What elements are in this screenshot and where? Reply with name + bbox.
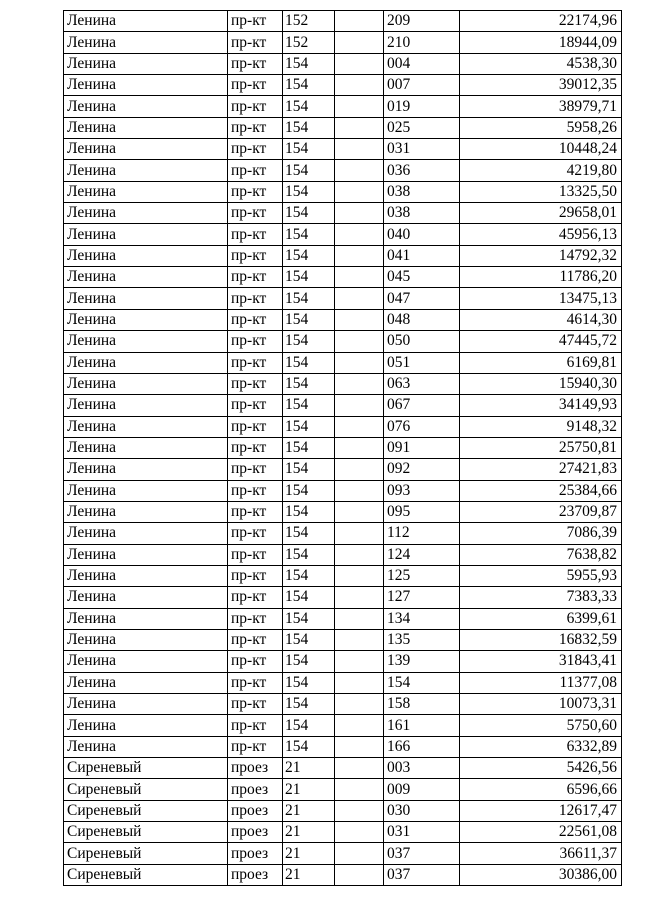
street-type-cell: пр-кт [228, 651, 283, 672]
apartment-cell: 003 [384, 758, 460, 779]
building-cell [335, 96, 384, 117]
street-type-cell: проез [228, 843, 283, 864]
table-row [64, 96, 622, 117]
building-cell [335, 651, 384, 672]
building-cell [335, 736, 384, 757]
house-number-cell: 154 [283, 480, 335, 501]
apartment-cell: 158 [384, 694, 460, 715]
street-type-cell: проез [228, 779, 283, 800]
table-row [64, 587, 622, 608]
street-type-cell: пр-кт [228, 160, 283, 181]
street-cell: Ленина [64, 267, 228, 288]
table-row [64, 800, 622, 821]
apartment-cell: 038 [384, 203, 460, 224]
street-cell: Ленина [64, 331, 228, 352]
building-cell [335, 224, 384, 245]
street-cell: Ленина [64, 544, 228, 565]
house-number-cell: 154 [283, 309, 335, 330]
amount-cell: 45956,13 [460, 224, 622, 245]
building-cell [335, 501, 384, 522]
house-number-cell: 154 [283, 459, 335, 480]
amount-cell: 6399,61 [460, 608, 622, 629]
street-cell: Сиреневый [64, 800, 228, 821]
apartment-cell: 135 [384, 629, 460, 650]
building-cell [335, 288, 384, 309]
table-row [64, 822, 622, 843]
street-cell: Ленина [64, 416, 228, 437]
house-number-cell: 154 [283, 501, 335, 522]
apartment-cell: 047 [384, 288, 460, 309]
amount-cell: 39012,35 [460, 75, 622, 96]
building-cell [335, 523, 384, 544]
apartment-cell: 127 [384, 587, 460, 608]
building-cell [335, 437, 384, 458]
table-row [64, 416, 622, 437]
house-number-cell: 154 [283, 245, 335, 266]
house-number-cell: 154 [283, 395, 335, 416]
street-cell: Сиреневый [64, 843, 228, 864]
amount-cell: 5958,26 [460, 117, 622, 138]
table-row [64, 459, 622, 480]
street-cell: Ленина [64, 629, 228, 650]
apartment-cell: 093 [384, 480, 460, 501]
table-row [64, 779, 622, 800]
street-type-cell: пр-кт [228, 480, 283, 501]
debt-table [63, 10, 622, 886]
house-number-cell: 154 [283, 117, 335, 138]
amount-cell: 47445,72 [460, 331, 622, 352]
street-cell: Ленина [64, 694, 228, 715]
apartment-cell: 045 [384, 267, 460, 288]
amount-cell: 29658,01 [460, 203, 622, 224]
amount-cell: 13325,50 [460, 181, 622, 202]
street-cell: Ленина [64, 672, 228, 693]
apartment-cell: 210 [384, 32, 460, 53]
apartment-cell: 209 [384, 11, 460, 32]
amount-cell: 18944,09 [460, 32, 622, 53]
apartment-cell: 139 [384, 651, 460, 672]
building-cell [335, 139, 384, 160]
amount-cell: 4538,30 [460, 53, 622, 74]
street-type-cell: пр-кт [228, 565, 283, 586]
house-number-cell: 154 [283, 160, 335, 181]
amount-cell: 38979,71 [460, 96, 622, 117]
street-type-cell: пр-кт [228, 501, 283, 522]
building-cell [335, 864, 384, 885]
apartment-cell: 037 [384, 864, 460, 885]
street-type-cell: пр-кт [228, 437, 283, 458]
building-cell [335, 53, 384, 74]
street-type-cell: пр-кт [228, 694, 283, 715]
building-cell [335, 331, 384, 352]
street-type-cell: проез [228, 800, 283, 821]
apartment-cell: 050 [384, 331, 460, 352]
street-cell: Ленина [64, 245, 228, 266]
apartment-cell: 112 [384, 523, 460, 544]
building-cell [335, 160, 384, 181]
street-type-cell: пр-кт [228, 587, 283, 608]
street-type-cell: пр-кт [228, 267, 283, 288]
street-type-cell: пр-кт [228, 629, 283, 650]
building-cell [335, 373, 384, 394]
house-number-cell: 154 [283, 139, 335, 160]
street-type-cell: пр-кт [228, 139, 283, 160]
street-cell: Сиреневый [64, 864, 228, 885]
building-cell [335, 587, 384, 608]
apartment-cell: 031 [384, 822, 460, 843]
house-number-cell: 154 [283, 565, 335, 586]
street-cell: Ленина [64, 437, 228, 458]
apartment-cell: 004 [384, 53, 460, 74]
house-number-cell: 21 [283, 800, 335, 821]
building-cell [335, 181, 384, 202]
table-row [64, 758, 622, 779]
apartment-cell: 134 [384, 608, 460, 629]
house-number-cell: 21 [283, 843, 335, 864]
house-number-cell: 154 [283, 651, 335, 672]
building-cell [335, 309, 384, 330]
amount-cell: 5426,56 [460, 758, 622, 779]
building-cell [335, 11, 384, 32]
street-cell: Ленина [64, 608, 228, 629]
house-number-cell: 154 [283, 331, 335, 352]
table-row [64, 11, 622, 32]
table-row [64, 245, 622, 266]
building-cell [335, 822, 384, 843]
table-row [64, 224, 622, 245]
street-type-cell: пр-кт [228, 352, 283, 373]
street-cell: Ленина [64, 352, 228, 373]
street-type-cell: пр-кт [228, 395, 283, 416]
table-row [64, 203, 622, 224]
amount-cell: 10073,31 [460, 694, 622, 715]
street-cell: Ленина [64, 715, 228, 736]
table-row [64, 395, 622, 416]
street-type-cell: пр-кт [228, 331, 283, 352]
amount-cell: 7638,82 [460, 544, 622, 565]
debt-table-container [63, 10, 622, 886]
table-row [64, 181, 622, 202]
street-type-cell: пр-кт [228, 523, 283, 544]
street-cell: Ленина [64, 288, 228, 309]
street-type-cell: пр-кт [228, 53, 283, 74]
amount-cell: 6596,66 [460, 779, 622, 800]
building-cell [335, 32, 384, 53]
street-type-cell: пр-кт [228, 224, 283, 245]
building-cell [335, 245, 384, 266]
street-cell: Ленина [64, 480, 228, 501]
house-number-cell: 154 [283, 224, 335, 245]
table-row [64, 694, 622, 715]
street-cell: Ленина [64, 96, 228, 117]
amount-cell: 36611,37 [460, 843, 622, 864]
building-cell [335, 608, 384, 629]
street-type-cell: пр-кт [228, 608, 283, 629]
street-cell: Сиреневый [64, 758, 228, 779]
house-number-cell: 154 [283, 181, 335, 202]
apartment-cell: 031 [384, 139, 460, 160]
street-type-cell: пр-кт [228, 117, 283, 138]
street-cell: Ленина [64, 203, 228, 224]
house-number-cell: 154 [283, 694, 335, 715]
table-row [64, 437, 622, 458]
house-number-cell: 21 [283, 822, 335, 843]
apartment-cell: 154 [384, 672, 460, 693]
apartment-cell: 125 [384, 565, 460, 586]
house-number-cell: 154 [283, 629, 335, 650]
apartment-cell: 037 [384, 843, 460, 864]
house-number-cell: 154 [283, 203, 335, 224]
street-cell: Ленина [64, 523, 228, 544]
house-number-cell: 154 [283, 715, 335, 736]
house-number-cell: 154 [283, 587, 335, 608]
street-cell: Ленина [64, 11, 228, 32]
table-row [64, 651, 622, 672]
street-type-cell: пр-кт [228, 309, 283, 330]
street-cell: Ленина [64, 309, 228, 330]
street-cell: Ленина [64, 181, 228, 202]
amount-cell: 10448,24 [460, 139, 622, 160]
house-number-cell: 154 [283, 437, 335, 458]
table-row [64, 53, 622, 74]
table-row [64, 288, 622, 309]
building-cell [335, 416, 384, 437]
house-number-cell: 154 [283, 416, 335, 437]
house-number-cell: 154 [283, 523, 335, 544]
house-number-cell: 154 [283, 96, 335, 117]
table-row [64, 843, 622, 864]
apartment-cell: 161 [384, 715, 460, 736]
street-cell: Ленина [64, 736, 228, 757]
amount-cell: 6169,81 [460, 352, 622, 373]
apartment-cell: 036 [384, 160, 460, 181]
table-row [64, 544, 622, 565]
building-cell [335, 459, 384, 480]
amount-cell: 12617,47 [460, 800, 622, 821]
house-number-cell: 21 [283, 864, 335, 885]
street-type-cell: проез [228, 822, 283, 843]
amount-cell: 7383,33 [460, 587, 622, 608]
table-row [64, 160, 622, 181]
table-row [64, 672, 622, 693]
house-number-cell: 154 [283, 53, 335, 74]
street-cell: Ленина [64, 224, 228, 245]
street-cell: Сиреневый [64, 822, 228, 843]
amount-cell: 25384,66 [460, 480, 622, 501]
table-row [64, 608, 622, 629]
amount-cell: 22174,96 [460, 11, 622, 32]
apartment-cell: 124 [384, 544, 460, 565]
amount-cell: 31843,41 [460, 651, 622, 672]
amount-cell: 30386,00 [460, 864, 622, 885]
house-number-cell: 21 [283, 758, 335, 779]
table-row [64, 864, 622, 885]
house-number-cell: 152 [283, 32, 335, 53]
amount-cell: 27421,83 [460, 459, 622, 480]
table-row [64, 331, 622, 352]
street-cell: Ленина [64, 459, 228, 480]
house-number-cell: 154 [283, 672, 335, 693]
street-type-cell: пр-кт [228, 245, 283, 266]
apartment-cell: 041 [384, 245, 460, 266]
house-number-cell: 152 [283, 11, 335, 32]
house-number-cell: 154 [283, 373, 335, 394]
table-row [64, 523, 622, 544]
house-number-cell: 154 [283, 288, 335, 309]
street-cell: Ленина [64, 75, 228, 96]
table-row [64, 373, 622, 394]
amount-cell: 34149,93 [460, 395, 622, 416]
apartment-cell: 040 [384, 224, 460, 245]
building-cell [335, 843, 384, 864]
amount-cell: 22561,08 [460, 822, 622, 843]
amount-cell: 25750,81 [460, 437, 622, 458]
house-number-cell: 154 [283, 608, 335, 629]
apartment-cell: 009 [384, 779, 460, 800]
building-cell [335, 758, 384, 779]
street-type-cell: пр-кт [228, 11, 283, 32]
apartment-cell: 091 [384, 437, 460, 458]
building-cell [335, 480, 384, 501]
house-number-cell: 21 [283, 779, 335, 800]
street-type-cell: проез [228, 758, 283, 779]
apartment-cell: 048 [384, 309, 460, 330]
street-cell: Ленина [64, 32, 228, 53]
amount-cell: 16832,59 [460, 629, 622, 650]
building-cell [335, 75, 384, 96]
street-cell: Сиреневый [64, 779, 228, 800]
table-row [64, 352, 622, 373]
building-cell [335, 565, 384, 586]
house-number-cell: 154 [283, 267, 335, 288]
house-number-cell: 154 [283, 736, 335, 757]
building-cell [335, 203, 384, 224]
street-type-cell: пр-кт [228, 32, 283, 53]
street-cell: Ленина [64, 587, 228, 608]
apartment-cell: 051 [384, 352, 460, 373]
street-type-cell: пр-кт [228, 416, 283, 437]
building-cell [335, 544, 384, 565]
table-row [64, 75, 622, 96]
amount-cell: 9148,32 [460, 416, 622, 437]
amount-cell: 4219,80 [460, 160, 622, 181]
house-number-cell: 154 [283, 544, 335, 565]
building-cell [335, 395, 384, 416]
street-type-cell: пр-кт [228, 96, 283, 117]
street-cell: Ленина [64, 139, 228, 160]
building-cell [335, 715, 384, 736]
building-cell [335, 267, 384, 288]
street-type-cell: пр-кт [228, 544, 283, 565]
amount-cell: 5750,60 [460, 715, 622, 736]
street-cell: Ленина [64, 53, 228, 74]
apartment-cell: 030 [384, 800, 460, 821]
table-row [64, 501, 622, 522]
apartment-cell: 019 [384, 96, 460, 117]
amount-cell: 6332,89 [460, 736, 622, 757]
table-row [64, 309, 622, 330]
building-cell [335, 672, 384, 693]
table-body [64, 11, 622, 886]
street-cell: Ленина [64, 373, 228, 394]
table-row [64, 565, 622, 586]
house-number-cell: 154 [283, 352, 335, 373]
street-type-cell: пр-кт [228, 288, 283, 309]
street-cell: Ленина [64, 651, 228, 672]
table-row [64, 267, 622, 288]
table-row [64, 736, 622, 757]
street-type-cell: пр-кт [228, 373, 283, 394]
amount-cell: 4614,30 [460, 309, 622, 330]
amount-cell: 11786,20 [460, 267, 622, 288]
street-type-cell: проез [228, 864, 283, 885]
table-row [64, 629, 622, 650]
apartment-cell: 095 [384, 501, 460, 522]
building-cell [335, 117, 384, 138]
apartment-cell: 092 [384, 459, 460, 480]
apartment-cell: 038 [384, 181, 460, 202]
amount-cell: 23709,87 [460, 501, 622, 522]
amount-cell: 15940,30 [460, 373, 622, 394]
table-row [64, 32, 622, 53]
amount-cell: 11377,08 [460, 672, 622, 693]
building-cell [335, 800, 384, 821]
table-row [64, 480, 622, 501]
house-number-cell: 154 [283, 75, 335, 96]
building-cell [335, 694, 384, 715]
apartment-cell: 063 [384, 373, 460, 394]
amount-cell: 7086,39 [460, 523, 622, 544]
street-type-cell: пр-кт [228, 715, 283, 736]
table-row [64, 117, 622, 138]
apartment-cell: 166 [384, 736, 460, 757]
street-cell: Ленина [64, 395, 228, 416]
street-cell: Ленина [64, 117, 228, 138]
street-type-cell: пр-кт [228, 203, 283, 224]
street-cell: Ленина [64, 501, 228, 522]
apartment-cell: 025 [384, 117, 460, 138]
street-type-cell: пр-кт [228, 672, 283, 693]
table-row [64, 715, 622, 736]
street-cell: Ленина [64, 565, 228, 586]
street-type-cell: пр-кт [228, 459, 283, 480]
street-type-cell: пр-кт [228, 181, 283, 202]
street-type-cell: пр-кт [228, 75, 283, 96]
apartment-cell: 067 [384, 395, 460, 416]
amount-cell: 5955,93 [460, 565, 622, 586]
table-row [64, 139, 622, 160]
street-cell: Ленина [64, 160, 228, 181]
street-type-cell: пр-кт [228, 736, 283, 757]
amount-cell: 14792,32 [460, 245, 622, 266]
building-cell [335, 352, 384, 373]
building-cell [335, 779, 384, 800]
apartment-cell: 076 [384, 416, 460, 437]
amount-cell: 13475,13 [460, 288, 622, 309]
apartment-cell: 007 [384, 75, 460, 96]
building-cell [335, 629, 384, 650]
